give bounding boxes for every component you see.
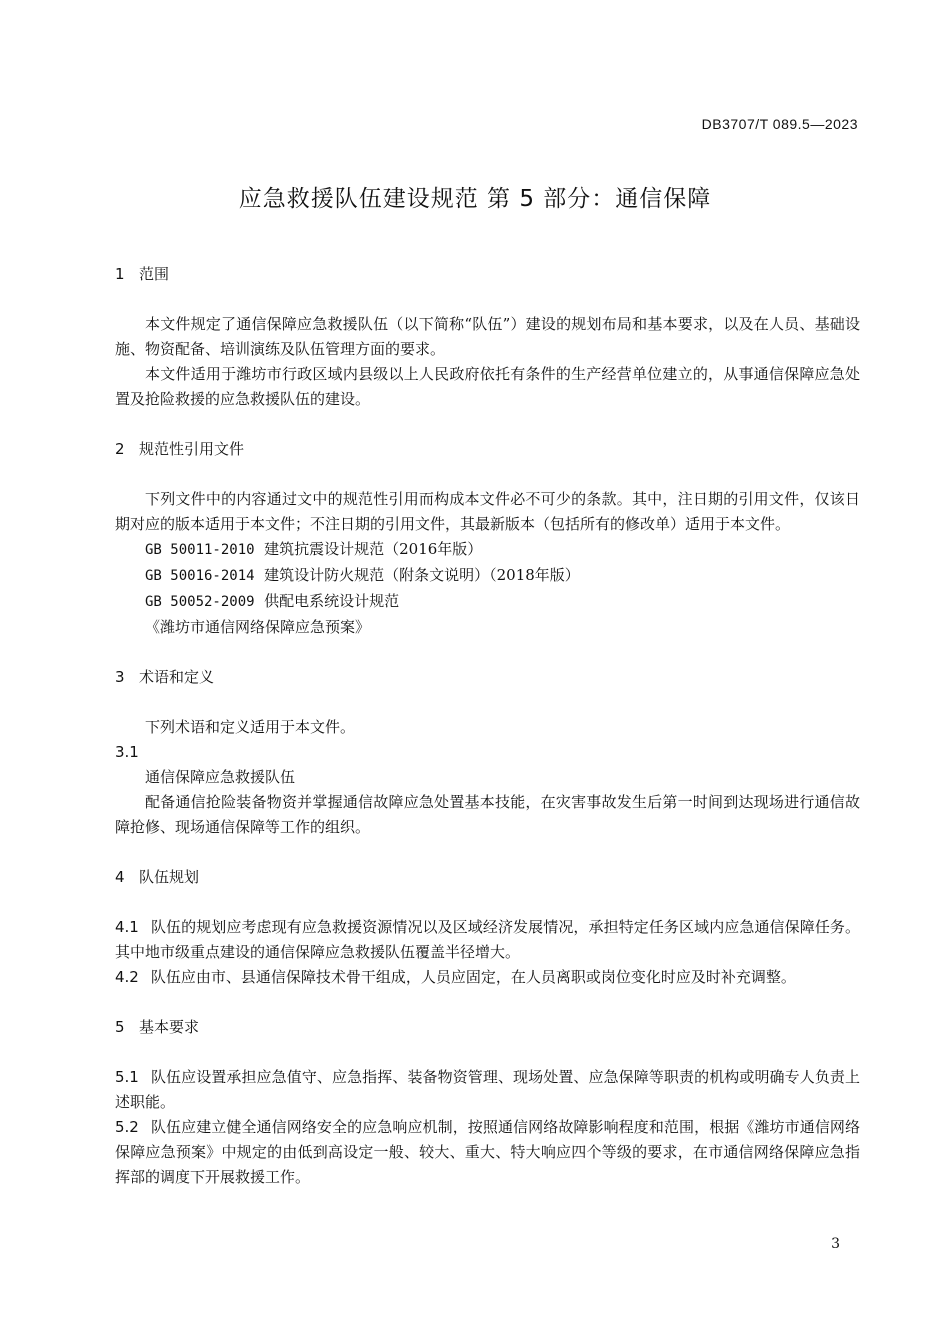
section-number: 2 xyxy=(115,440,125,458)
clause-5-2 xyxy=(115,1115,860,1190)
reference-item xyxy=(115,589,860,615)
section-number: 4 xyxy=(115,868,125,886)
reference-title: 建筑抗震设计规范（2016年版） xyxy=(264,540,483,558)
reference-title: 供配电系统设计规范 xyxy=(264,592,400,610)
section-5-heading xyxy=(115,1015,860,1040)
reference-item xyxy=(115,537,860,563)
reference-code: GB 50011-2010 xyxy=(145,542,255,558)
clause-text: 队伍应设置承担应急值守、应急指挥、装备物资管理、现场处置、应急保障等职责的机构或明确专人负责上述职能。 xyxy=(115,1068,860,1111)
term-name: 通信保障应急救援队伍 xyxy=(145,768,296,786)
page-number: 3 xyxy=(831,1236,840,1252)
reference-item xyxy=(115,563,860,589)
clause-text: 队伍应由市、县通信保障技术骨干组成，人员应固定，在人员离职或岗位变化时应及时补充调整。 xyxy=(150,968,796,986)
clause-5-1 xyxy=(115,1065,860,1115)
section-2-heading xyxy=(115,437,860,462)
section-title: 范围 xyxy=(139,265,170,283)
reference-title: 建筑设计防火规范（附条文说明）（2018年版） xyxy=(264,566,580,584)
document-title: 应急救援队伍建设规范 第 5 部分：通信保障 xyxy=(238,186,712,212)
section-1-heading xyxy=(115,262,860,287)
references-intro: 下列文件中的内容通过文中的规范性引用而构成本文件必不可少的条款。其中，注日期的引用文件，仅该日期对应的版本适用于本文件；不注日期的引用文件，其最新版本（包括所有的修改单）适用于本文件。 xyxy=(115,490,860,533)
scope-paragraph-1: 本文件规定了通信保障应急救援队伍（以下简称“队伍”）建设的规划布局和基本要求，以及在人员、基础设施、物资配备、培训演练及队伍管理方面的要求。 xyxy=(115,315,860,358)
document-body xyxy=(115,262,860,1190)
term-number: 3.1 xyxy=(115,743,139,761)
terms-intro: 下列术语和定义适用于本文件。 xyxy=(145,718,356,736)
clause-number: 5.2 xyxy=(115,1118,139,1136)
clause-number: 4.2 xyxy=(115,968,139,986)
clause-number: 4.1 xyxy=(115,918,139,936)
section-3-heading xyxy=(115,665,860,690)
section-4-heading xyxy=(115,865,860,890)
reference-plan: 《潍坊市通信网络保障应急预案》 xyxy=(145,618,371,636)
section-number: 5 xyxy=(115,1018,125,1036)
term-definition: 配备通信抢险装备物资并掌握通信故障应急处置基本技能，在灾害事故发生后第一时间到达现场进行通信故障抢修、现场通信保障等工作的组织。 xyxy=(115,793,860,836)
clause-number: 5.1 xyxy=(115,1068,139,1086)
reference-code: GB 50016-2014 xyxy=(145,568,255,584)
clause-text: 队伍应建立健全通信网络安全的应急响应机制，按照通信网络故障影响程度和范围，根据《潍坊市通信网络保障应急预案》中规定的由低到高设定一般、较大、重大、特大响应四个等级的要求，在市通信网络保障应急指挥部的调度下开展救援工作。 xyxy=(115,1118,860,1186)
section-title: 基本要求 xyxy=(139,1018,200,1036)
section-title: 规范性引用文件 xyxy=(139,440,245,458)
section-number: 3 xyxy=(115,668,125,686)
clause-text: 队伍的规划应考虑现有应急救援资源情况以及区域经济发展情况，承担特定任务区域内应急通信保障任务。其中地市级重点建设的通信保障应急救援队伍覆盖半径增大。 xyxy=(115,918,860,961)
section-number: 1 xyxy=(115,265,125,283)
section-title: 队伍规划 xyxy=(139,868,200,886)
standard-code: DB3707/T 089.5—2023 xyxy=(701,116,858,132)
clause-4-2 xyxy=(115,965,860,990)
scope-paragraph-2: 本文件适用于潍坊市行政区域内县级以上人民政府依托有条件的生产经营单位建立的，从事通信保障应急处置及抢险救援的应急救援队伍的建设。 xyxy=(115,365,860,408)
section-title: 术语和定义 xyxy=(139,668,215,686)
reference-code: GB 50052-2009 xyxy=(145,594,255,610)
clause-4-1 xyxy=(115,915,860,965)
